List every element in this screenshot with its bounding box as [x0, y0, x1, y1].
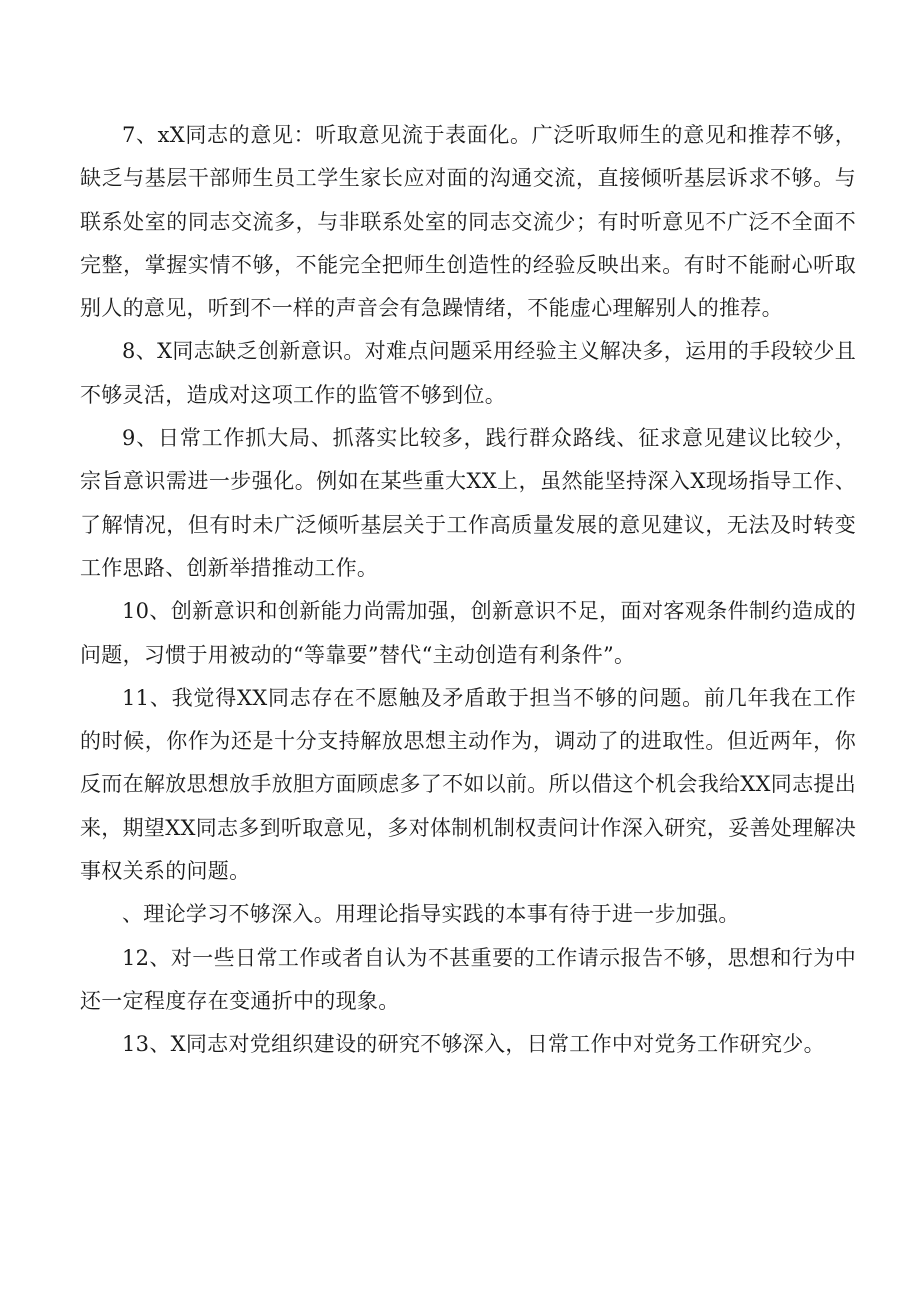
paragraph-item-11: 11、我觉得XX同志存在不愿触及矛盾敢于担当不够的问题。前几年我在工作的时候，你作为还是十分支持解放思想主动作为，调动了的进取性。但近两年，你反而在解放思想放手放胆方面顾虑多了不如以前。所以借这个机会我给XX同志提出来，期望XX同志多到听取意见，多对体制机制权责问计作深入研究，妥善处理解决事权关系的问题。 [80, 685, 856, 884]
paragraph-item-7: 7、xX同志的意见：听取意见流于表面化。广泛听取师生的意见和推荐不够，缺乏与基层干部师生员工学生家长应对面的沟通交流，直接倾听基层诉求不够。与联系处室的同志交流多，与非联系处室的同志交流少；有时听意见不广泛不全面不完整，掌握实情不够，不能完全把师生创造性的经验反映出来。有时不能耐心听取别人的意见，听到不一样的声音会有急躁情绪，不能虚心理解别人的推荐。 [80, 123, 856, 321]
paragraph-item-12: 12、对一些日常工作或者自认为不甚重要的工作请示报告不够，思想和行为中还一定程度存在变通折中的现象。 [80, 945, 856, 1013]
document-body [80, 114, 856, 1067]
paragraph-item-unnumbered: 、理论学习不够深入。用理论指导实践的本事有待于进一步加强。 [122, 902, 740, 927]
paragraph-item-8: 8、X同志缺乏创新意识。对难点问题采用经验主义解决多，运用的手段较少且不够灵活，造成对这项工作的监管不够到位。 [80, 339, 856, 407]
paragraph-item-13: 13、X同志对党组织建设的研究不够深入，日常工作中对党务工作研究少。 [122, 1032, 825, 1057]
paragraph-item-10: 10、创新意识和创新能力尚需加强，创新意识不足，面对客观条件制约造成的问题，习惯于用被动的“等靠要”替代“主动创造有利条件”。 [80, 599, 856, 667]
paragraph-item-9: 9、日常工作抓大局、抓落实比较多，践行群众路线、征求意见建议比较少，宗旨意识需进一步强化。例如在某些重大XX上，虽然能坚持深入X现场指导工作、了解情况，但有时未广泛倾听基层关于工作高质量发展的意见建议，无法及时转变工作思路、创新举措推动工作。 [80, 426, 856, 580]
